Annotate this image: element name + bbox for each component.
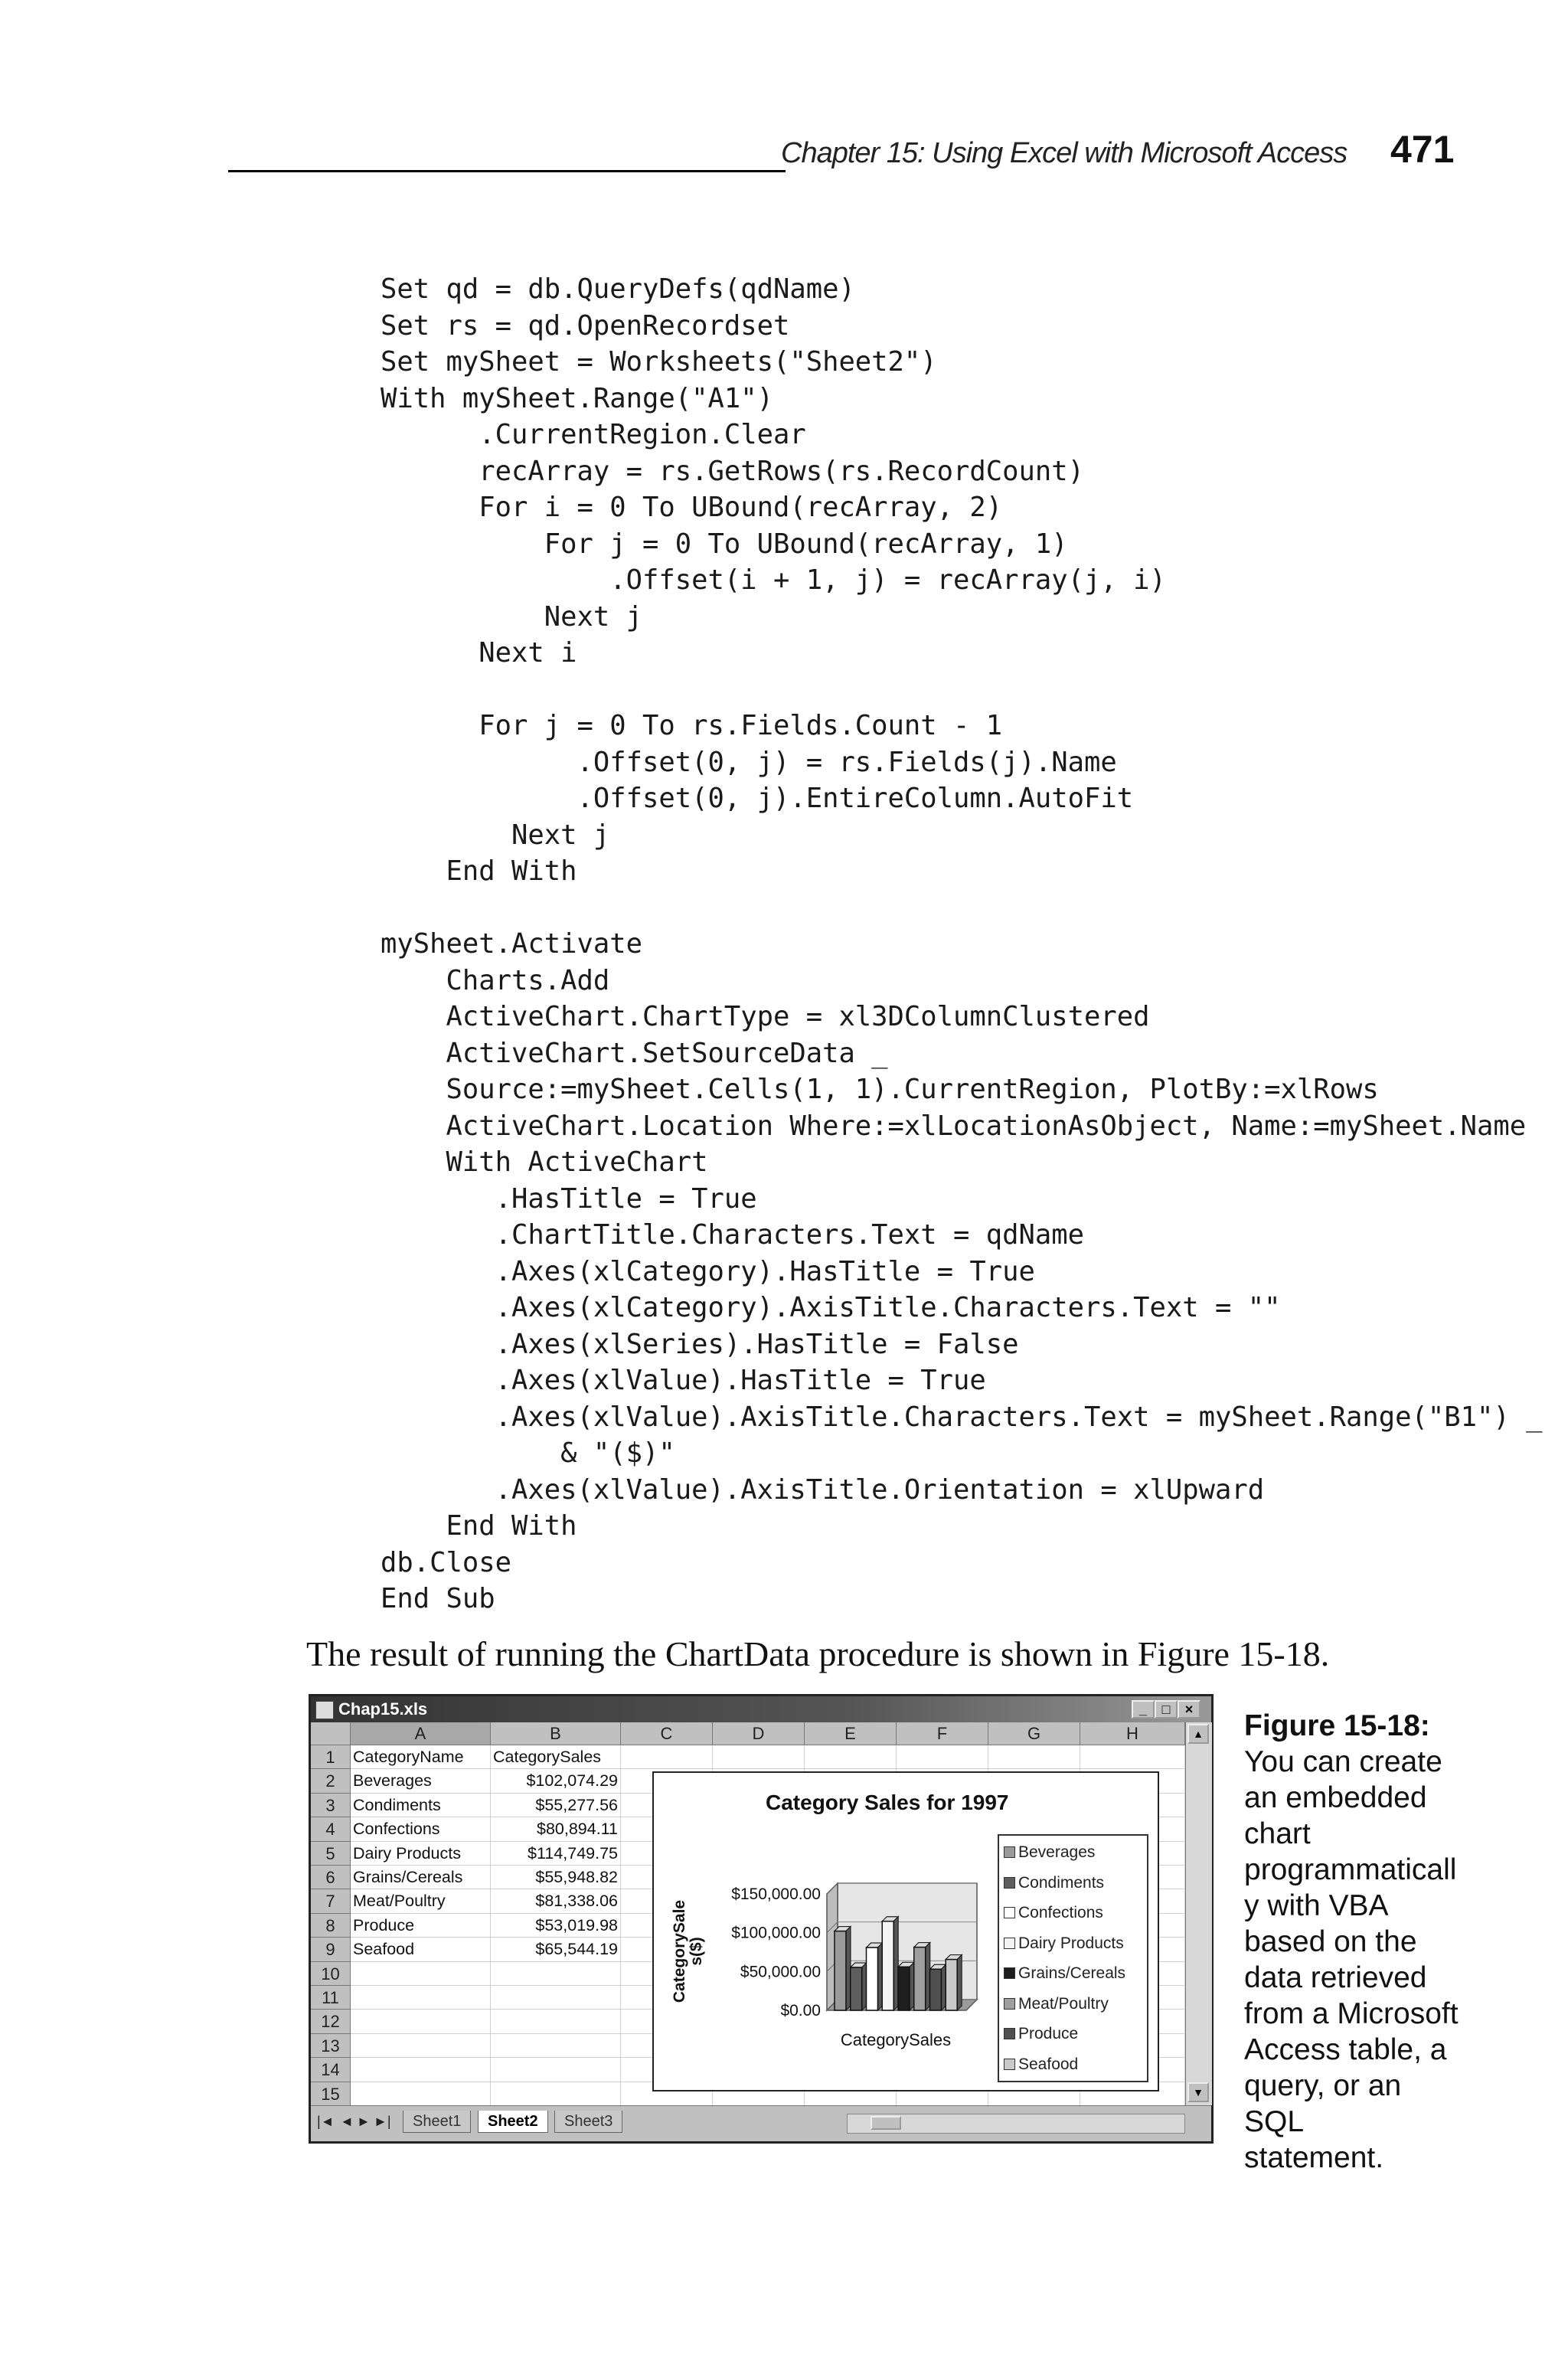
row-header[interactable]: 1 <box>311 1745 351 1769</box>
tab-sheet3[interactable]: Sheet3 <box>554 2111 622 2133</box>
code-line: Set rs = qd.OpenRecordset <box>381 309 790 342</box>
bar-side <box>957 1955 962 2010</box>
caption-line: from a Microsoft <box>1244 1997 1459 2030</box>
sheet-tab-bar <box>311 2105 1211 2140</box>
caption-line: an embedded <box>1244 1781 1427 1814</box>
scroll-up-icon[interactable]: ▲ <box>1187 1724 1209 1744</box>
body-paragraph: The result of running the ChartData procedure is shown in Figure 15-18. <box>306 1634 1330 1673</box>
chart-legend <box>998 1834 1148 2082</box>
chart-title: Category Sales for 1997 <box>766 1791 1009 1814</box>
horizontal-scrollbar[interactable] <box>847 2114 1185 2134</box>
cell[interactable] <box>351 2034 491 2058</box>
legend-label: Confections <box>1018 1904 1103 1921</box>
code-line: With mySheet.Range("A1") <box>381 382 773 414</box>
legend-label: Seafood <box>1018 2055 1079 2073</box>
tab-sheet2[interactable]: Sheet2 <box>478 2111 548 2133</box>
row-header[interactable]: 15 <box>311 2082 351 2105</box>
cell[interactable] <box>897 1745 988 1769</box>
bar <box>835 1931 846 2010</box>
code-line: For i = 0 To UBound(recArray, 2) <box>381 492 1003 523</box>
code-line: .Axes(xlValue).HasTitle = True <box>381 1365 986 1396</box>
code-line: .ChartTitle.Characters.Text = qdName <box>381 1219 1085 1251</box>
next-sheet-icon[interactable]: ► <box>357 2114 371 2129</box>
maximize-button[interactable]: □ <box>1155 1700 1178 1719</box>
code-line: recArray = rs.GetRows(rs.RecordCount) <box>381 455 1085 487</box>
legend-swatch <box>1004 2028 1015 2039</box>
legend-label: Beverages <box>1018 1843 1096 1861</box>
column-header-c[interactable]: C <box>621 1722 713 1745</box>
bar <box>946 1960 957 2010</box>
code-line: End Sub <box>381 1583 495 1614</box>
figure-label: Figure 15-18: <box>1244 1709 1430 1742</box>
bar <box>867 1948 878 2010</box>
bar <box>851 1967 862 2010</box>
first-sheet-icon[interactable]: |◄ <box>317 2114 335 2129</box>
cell[interactable] <box>491 2034 621 2058</box>
legend-label: Produce <box>1018 2025 1079 2042</box>
code-line: .Axes(xlCategory).HasTitle = True <box>381 1255 1035 1287</box>
cell[interactable] <box>351 1986 491 2010</box>
caption-line: programmaticall <box>1244 1853 1457 1886</box>
scroll-down-icon[interactable]: ▼ <box>1187 2082 1209 2102</box>
column-header-h[interactable]: H <box>1080 1722 1185 1745</box>
cell[interactable]: Confections <box>351 1817 491 1841</box>
cell[interactable] <box>351 2082 491 2105</box>
legend-label: Dairy Products <box>1018 1934 1124 1952</box>
vertical-scrollbar[interactable] <box>1185 1722 1212 2105</box>
legend-item <box>1004 2025 1078 2043</box>
legend-swatch <box>1004 1846 1015 1858</box>
code-line: For j = 0 To rs.Fields.Count - 1 <box>381 710 1003 741</box>
caption-line: chart <box>1244 1817 1311 1850</box>
code-listing <box>381 271 1542 1617</box>
caption-line: Access table, a <box>1244 2033 1447 2066</box>
y-tick-label: $150,000.00 <box>731 1885 821 1903</box>
code-line: Next j <box>381 819 610 851</box>
cell[interactable]: $102,074.29 <box>491 1769 621 1793</box>
row-header[interactable]: 14 <box>311 2058 351 2082</box>
cell[interactable]: $53,019.98 <box>491 1914 621 1938</box>
legend-swatch <box>1004 1938 1015 1949</box>
y-axis-title: CategorySale <box>671 1899 688 2003</box>
y-axis-title: s($) <box>688 1937 705 1966</box>
cell[interactable] <box>713 1745 805 1769</box>
caption-line: query, or an SQL <box>1244 2069 1402 2138</box>
legend-swatch <box>1004 1907 1015 1918</box>
legend-item <box>1004 1995 1109 2013</box>
code-line: .Axes(xlValue).AxisTitle.Characters.Text = mySheet.Range("B1") _ <box>381 1401 1543 1433</box>
code-line: mySheet.Activate <box>381 928 642 960</box>
cell[interactable]: CategorySales <box>491 1745 621 1769</box>
tab-sheet1[interactable]: Sheet1 <box>403 2111 471 2133</box>
page-number: 471 <box>1390 128 1455 171</box>
cell[interactable]: Grains/Cereals <box>351 1866 491 1889</box>
code-line: End With <box>381 1510 577 1542</box>
bar <box>882 1921 893 2010</box>
caption-line: data retrieved <box>1244 1961 1427 1994</box>
row-header[interactable]: 9 <box>311 1938 351 1961</box>
code-line: .Offset(0, j).EntireColumn.AutoFit <box>381 783 1134 814</box>
code-line: For j = 0 To UBound(recArray, 1) <box>381 528 1068 560</box>
row-header[interactable]: 12 <box>311 2010 351 2033</box>
cell[interactable] <box>491 1962 621 1986</box>
row-header[interactable]: 4 <box>311 1817 351 1841</box>
code-line: ActiveChart.Location Where:=xlLocationAsObject, Name:=mySheet.Name <box>381 1110 1527 1142</box>
legend-item <box>1004 1964 1125 1983</box>
legend-swatch <box>1004 1877 1015 1889</box>
legend-item <box>1004 1874 1104 1892</box>
legend-swatch <box>1004 2059 1015 2070</box>
header-rule <box>228 170 786 172</box>
minimize-button[interactable]: _ <box>1132 1700 1155 1719</box>
close-button[interactable]: × <box>1178 1700 1200 1719</box>
bar <box>898 1967 910 2010</box>
cell[interactable]: $81,338.06 <box>491 1889 621 1913</box>
legend-label: Meat/Poultry <box>1018 1994 1109 2013</box>
legend-item <box>1004 1904 1103 1922</box>
code-line: .Axes(xlValue).AxisTitle.Orientation = xlUpward <box>381 1473 1265 1506</box>
code-line: ActiveChart.ChartType = xl3DColumnClustered <box>381 1001 1150 1032</box>
scroll-thumb[interactable] <box>871 2116 901 2130</box>
code-line: Source:=mySheet.Cells(1, 1).CurrentRegion, PlotBy:=xlRows <box>381 1074 1379 1105</box>
cell[interactable]: $65,544.19 <box>491 1938 621 1961</box>
row-header[interactable]: 7 <box>311 1889 351 1913</box>
cell[interactable]: $114,749.75 <box>491 1842 621 1866</box>
cell[interactable]: CategoryName <box>351 1745 491 1769</box>
code-line: .Axes(xlSeries).HasTitle = False <box>381 1328 1019 1360</box>
cell[interactable] <box>621 1745 713 1769</box>
column-header-g[interactable]: G <box>988 1722 1080 1745</box>
column-header-row <box>311 1722 1185 1745</box>
caption-line: statement. <box>1244 2141 1384 2174</box>
cell[interactable]: $80,894.11 <box>491 1817 621 1841</box>
bar <box>930 1969 942 2010</box>
cell[interactable]: Beverages <box>351 1769 491 1793</box>
column-header-a[interactable]: A <box>351 1722 491 1745</box>
cell[interactable]: $55,948.82 <box>491 1866 621 1889</box>
cell[interactable] <box>988 1745 1080 1769</box>
last-sheet-icon[interactable]: ►| <box>374 2114 391 2129</box>
column-header-e[interactable]: E <box>805 1722 897 1745</box>
code-line: .Offset(i + 1, j) = recArray(j, i) <box>381 564 1166 596</box>
row-header[interactable]: 10 <box>311 1962 351 1986</box>
legend-label: Grains/Cereals <box>1018 1964 1126 1982</box>
code-line: .Axes(xlCategory).AxisTitle.Characters.Text = "" <box>381 1292 1281 1323</box>
y-tick-label: $100,000.00 <box>731 1924 821 1942</box>
cell[interactable] <box>491 1986 621 2010</box>
row-header[interactable]: 3 <box>311 1794 351 1817</box>
row-header[interactable]: 5 <box>311 1842 351 1866</box>
y-tick-label: $50,000.00 <box>740 1963 821 1981</box>
cell[interactable] <box>805 1745 897 1769</box>
code-line: End With <box>381 855 577 887</box>
window-titlebar[interactable] <box>311 1696 1211 1722</box>
column-header-d[interactable]: D <box>713 1722 805 1745</box>
cell[interactable]: Produce <box>351 1914 491 1938</box>
cell[interactable] <box>491 2058 621 2082</box>
row-header[interactable]: 11 <box>311 1986 351 2010</box>
prev-sheet-icon[interactable]: ◄ <box>340 2114 354 2129</box>
legend-item <box>1004 1843 1095 1862</box>
cell[interactable]: Seafood <box>351 1938 491 1961</box>
code-line: Set qd = db.QueryDefs(qdName) <box>381 273 855 305</box>
y-tick-label: $0.00 <box>780 2002 821 2020</box>
cell[interactable]: $55,277.56 <box>491 1794 621 1817</box>
code-line: db.Close <box>381 1546 511 1578</box>
code-line: With ActiveChart <box>381 1146 708 1178</box>
column-header-f[interactable]: F <box>897 1722 988 1745</box>
code-line: Set mySheet = Worksheets("Sheet2") <box>381 346 937 378</box>
x-axis-label: CategorySales <box>840 2030 952 2049</box>
caption-line: You can create <box>1244 1745 1442 1778</box>
code-line: .CurrentRegion.Clear <box>381 419 806 450</box>
cell[interactable] <box>351 1962 491 1986</box>
code-line: .HasTitle = True <box>381 1182 757 1215</box>
code-line: ActiveChart.SetSourceData _ <box>381 1037 888 1069</box>
cell[interactable] <box>491 2082 621 2105</box>
code-line: Charts.Add <box>381 964 610 996</box>
row-header[interactable]: 8 <box>311 1914 351 1938</box>
code-line: & "($)" <box>381 1437 675 1469</box>
legend-label: Condiments <box>1018 1873 1105 1892</box>
legend-swatch <box>1004 1967 1015 1979</box>
code-line: .Offset(0, j) = rs.Fields(j).Name <box>381 746 1117 778</box>
cell[interactable] <box>351 2058 491 2082</box>
cell[interactable]: Dairy Products <box>351 1842 491 1866</box>
figure-caption <box>1244 1708 1466 2176</box>
code-line: Next i <box>381 637 577 669</box>
legend-swatch <box>1004 1998 1015 2010</box>
row-header[interactable]: 6 <box>311 1866 351 1889</box>
code-line: Next j <box>381 600 642 633</box>
window-title: Chap15.xls <box>338 1699 428 1719</box>
caption-line: based on the <box>1244 1925 1417 1958</box>
cell[interactable] <box>1080 1745 1185 1769</box>
row-header[interactable]: 13 <box>311 2034 351 2058</box>
legend-item <box>1004 1934 1124 1953</box>
select-all-corner[interactable] <box>311 1722 351 1745</box>
table-row <box>311 1745 1185 1769</box>
row-header[interactable]: 2 <box>311 1769 351 1793</box>
cell[interactable] <box>491 2010 621 2033</box>
caption-line: y with VBA <box>1244 1889 1389 1922</box>
bar <box>914 1948 926 2010</box>
cell[interactable]: Meat/Poultry <box>351 1889 491 1913</box>
cell[interactable]: Condiments <box>351 1794 491 1817</box>
running-head: Chapter 15: Using Excel with Microsoft Access <box>781 137 1348 169</box>
cell[interactable] <box>351 2010 491 2033</box>
excel-file-icon <box>315 1701 334 1719</box>
column-header-b[interactable]: B <box>491 1722 621 1745</box>
legend-item <box>1004 2055 1078 2074</box>
caption-text <box>1244 1744 1466 2176</box>
